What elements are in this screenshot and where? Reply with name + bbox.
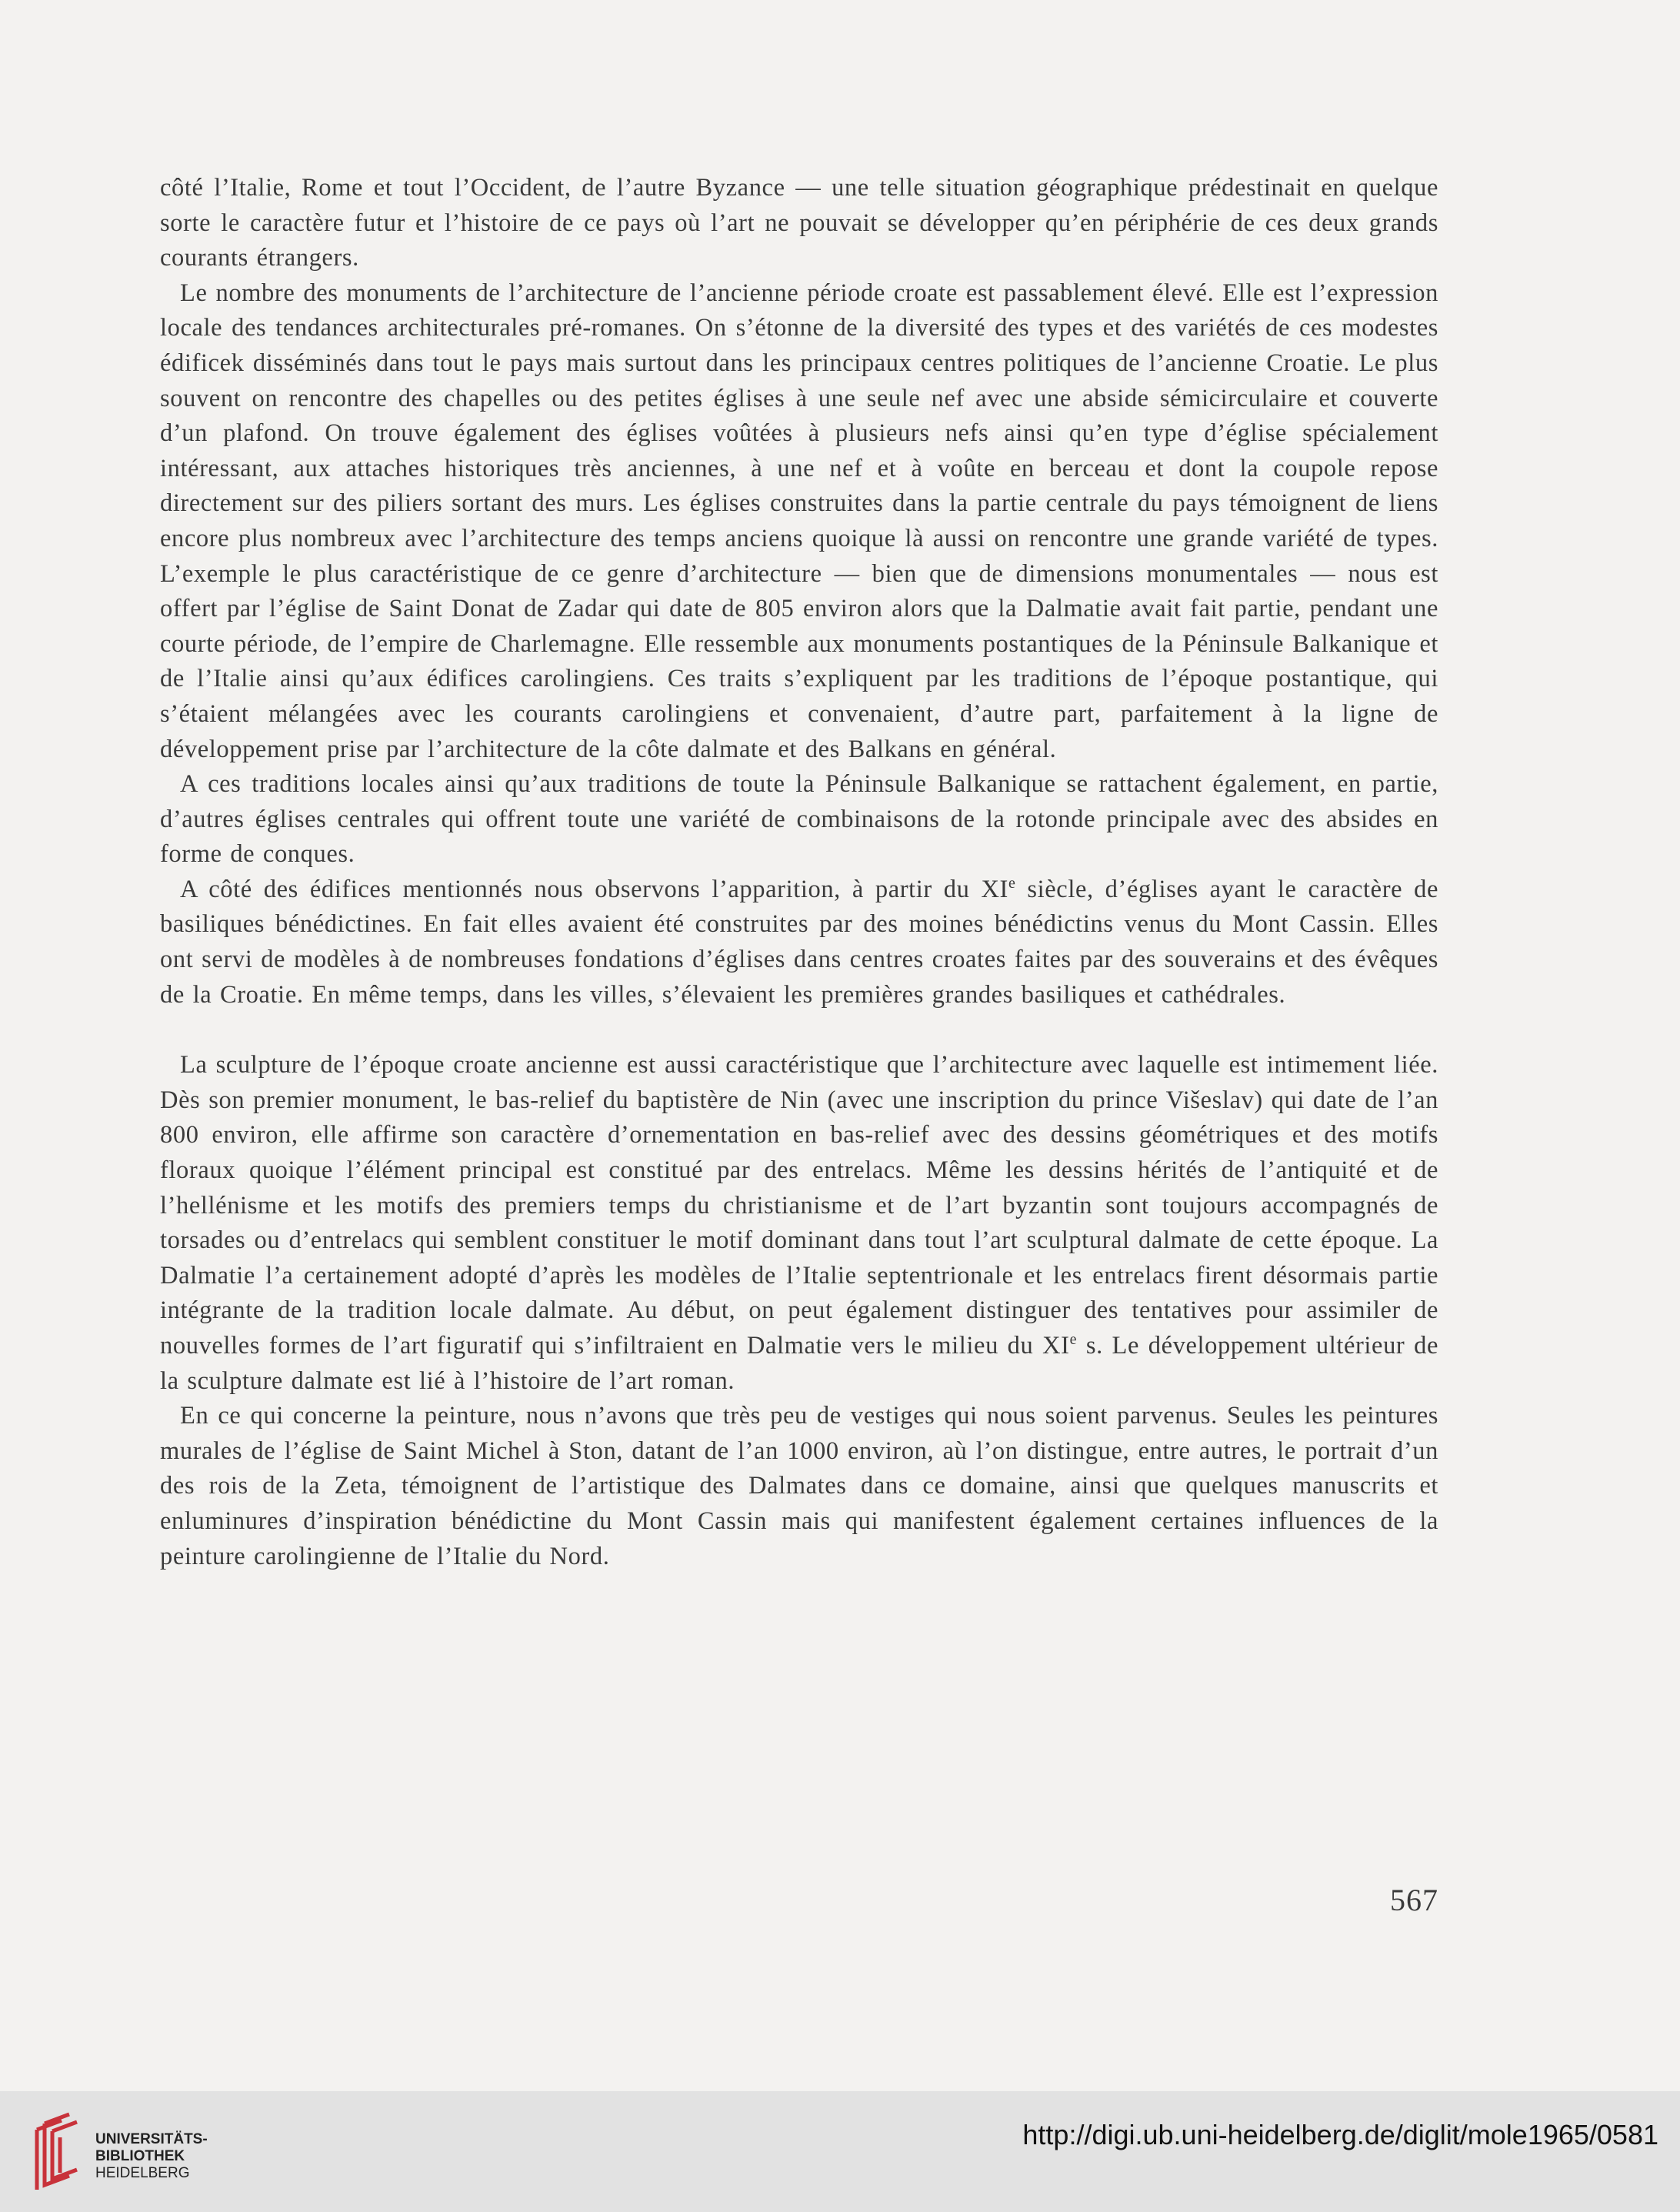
paragraph-4 — [160, 872, 1438, 1013]
library-name — [95, 2131, 208, 2182]
paragraph-5-part-1: La sculpture de l’époque croate ancienne est aussi caractéristique que l’architecture avec laquelle est intimement liée. Dès son premier monument, le bas-relief du baptistère de Nin (avec une inscription du prince Višeslav) qui date de l’an 800 environ, elle affirme son caractère d’ornementation en bas-relief avec des dessins géométriques et des motifs floraux quoique l’élément principal est constitué par des entrelacs. Même les dessins hérités de l’antiquité et de l’hellénisme et les motifs des premiers temps du christianisme et de l’art byzantin sont toujours accompagnés de torsades ou d’entrelacs qui semblent constituer le motif dominant dans tout l’art sculptural dalmate de cette époque. La Dalmatie l’a certainement adopté d’après les modèles de l’Italie septentrionale et les entrelacs firent désormais partie intégrante de la tradition locale dalmate. Au début, on peut également distinguer des tentatives pour assimiler de nouvelles formes de l’art figuratif qui s’infiltraient en Dalmatie vers le milieu du XI — [160, 1051, 1438, 1360]
source-url-link[interactable]: http://digi.ub.uni-heidelberg.de/diglit/mole1965/0581 — [1022, 2119, 1658, 2150]
library-name-line-1: UNIVERSITÄTS- — [95, 2131, 208, 2147]
ub-heidelberg-logo-icon — [22, 2108, 91, 2193]
library-name-line-3: HEIDELBERG — [95, 2165, 190, 2181]
paragraph-2: Le nombre des monuments de l’architecture de l’ancienne période croate est passablement élevé. Elle est l’expression locale des tendances architecturales pré-romanes. On s’étonne de la diversité des types et des variétés de ces modestes édificek disséminés dans tout le pays mais surtout dans les principaux centres politiques de l’ancienne Croatie. Le plus souvent on rencontre des chapelles ou des petites églises à une seule nef avec une abside sémicirculaire et couverte d’un plafond. On trouve également des églises voûtées à plusieurs nefs ainsi qu’en type d’église spécialement intéressant, aux attaches historiques très anciennes, à une nef et à voûte en berceau et dont la coupole repose directement sur des piliers sortant des murs. Les églises construites dans la partie centrale du pays témoignent de liens encore plus nombreux avec l’architecture des temps anciens quoique là aussi on rencontre une grande variété de types. L’exemple le plus caractéristique de ce genre d’architecture — bien que de dimensions monumentales — nous est offert par l’église de Saint Donat de Zadar qui date de 805 environ alors que la Dalmatie avait fait partie, pendant une courte période, de l’empire de Charlemagne. Elle ressemble aux monuments postantiques de la Péninsule Balkanique et de l’Italie ainsi qu’aux édifices carolingiens. Ces traits s’expliquent par les traditions de l’époque postantique, qui s’étaient mélangées avec les courants carolingiens et convenaient, d’autre part, parfaitement à la ligne de développement prise par l’architecture de la côte dalmate et des Balkans en général. — [160, 279, 1438, 763]
paragraph-4-part-1: A côté des édifices mentionnés nous observons l’apparition, à partir du XI — [180, 875, 1008, 903]
paragraph-5 — [160, 1048, 1438, 1399]
library-name-line-2: BIBLIOTHEK — [95, 2148, 185, 2164]
superscript-e: e — [1008, 874, 1016, 892]
superscript-e: e — [1069, 1331, 1078, 1348]
page-number: 567 — [1390, 1883, 1438, 1917]
footer-bar — [0, 2091, 1680, 2212]
body-text — [160, 171, 1438, 1574]
paragraph-4-part-2: siècle, d’églises ayant le caractère de basiliques bénédictines. En fait elles avaient été construites par des moines bénédictins venus du Mont Cassin. Elles ont servi de modèles à de nombreuses fondations d’églises dans centres croates faites par des souverains et des évêques de la Croatie. En même temps, dans les villes, s’élevaient les premières grandes basiliques et cathédrales. — [160, 875, 1438, 1009]
paragraph-3: A ces traditions locales ainsi qu’aux traditions de toute la Péninsule Balkanique se rattachent également, en partie, d’autres églises centrales qui offrent toute une variété de combinaisons de la rotonde principale avec des absides en forme de conques. — [160, 770, 1438, 869]
paragraph-5-part-2: s. Le développement ultérieur de la sculpture dalmate est lié à l’histoire de l’art roman. — [160, 1332, 1438, 1395]
paragraph-1: côté l’Italie, Rome et tout l’Occident, de l’autre Byzance — une telle situation géographique prédestinait en quelque sorte le caractère futur et l’histoire de ce pays où l’art ne pouvait se développer qu’en périphérie de ces deux grands courants étrangers. — [160, 174, 1438, 272]
paragraph-6: En ce qui concerne la peinture, nous n’avons que très peu de vestiges qui nous soient parvenus. Seules les peintures murales de l’église de Saint Michel à Ston, datant de l’an 1000 environ, aù l’on distingue, entre autres, le portrait d’un des rois de la Zeta, témoignent de l’artistique des Dalmates dans ce domaine, ainsi que quelques manuscrits et enluminures d’inspiration bénédictine du Mont Cassin mais qui manifestent également certaines influences de la peinture carolingienne de l’Italie du Nord. — [160, 1402, 1438, 1570]
